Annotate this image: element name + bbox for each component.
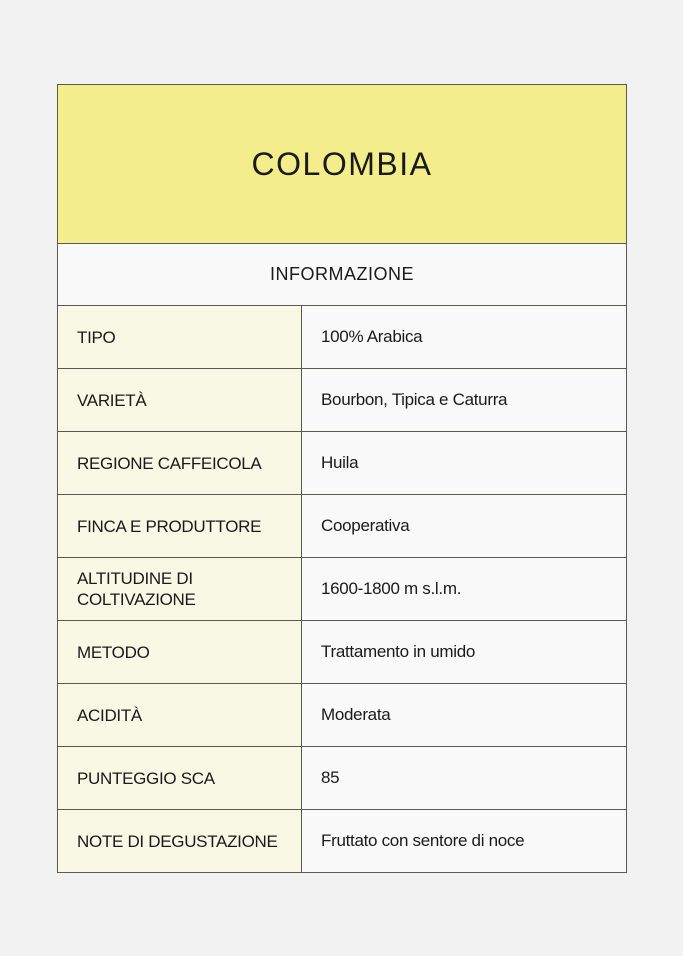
row-label: PUNTEGGIO SCA bbox=[58, 747, 302, 809]
table-row-altitudine bbox=[58, 558, 626, 621]
row-label: FINCA E PRODUTTORE bbox=[58, 495, 302, 557]
row-value: Cooperativa bbox=[302, 495, 626, 557]
table-row-metodo bbox=[58, 621, 626, 684]
table-row-note bbox=[58, 810, 626, 872]
row-value: Trattamento in umido bbox=[302, 621, 626, 683]
row-value: Huila bbox=[302, 432, 626, 494]
row-value: 1600-1800 m s.l.m. bbox=[302, 558, 626, 620]
section-header-label: INFORMAZIONE bbox=[270, 264, 414, 284]
section-header bbox=[58, 244, 626, 306]
row-label: VARIETÀ bbox=[58, 369, 302, 431]
row-label: NOTE DI DEGUSTAZIONE bbox=[58, 810, 302, 872]
row-value: Moderata bbox=[302, 684, 626, 746]
row-label: TIPO bbox=[58, 306, 302, 368]
row-value: 85 bbox=[302, 747, 626, 809]
table-row-acidita bbox=[58, 684, 626, 747]
title-banner bbox=[58, 85, 626, 244]
table-row-regione bbox=[58, 432, 626, 495]
row-label: METODO bbox=[58, 621, 302, 683]
row-label: ALTITUDINE DI COLTIVAZIONE bbox=[58, 558, 302, 620]
coffee-info-card bbox=[57, 84, 627, 873]
table-row-varieta bbox=[58, 369, 626, 432]
table-row-punteggio bbox=[58, 747, 626, 810]
row-label: ACIDITÀ bbox=[58, 684, 302, 746]
row-value: 100% Arabica bbox=[302, 306, 626, 368]
page-title: COLOMBIA bbox=[251, 145, 433, 182]
row-value: Fruttato con sentore di noce bbox=[302, 810, 626, 872]
table-row-tipo bbox=[58, 306, 626, 369]
table-row-finca bbox=[58, 495, 626, 558]
row-value: Bourbon, Tipica e Caturra bbox=[302, 369, 626, 431]
row-label: REGIONE CAFFEICOLA bbox=[58, 432, 302, 494]
